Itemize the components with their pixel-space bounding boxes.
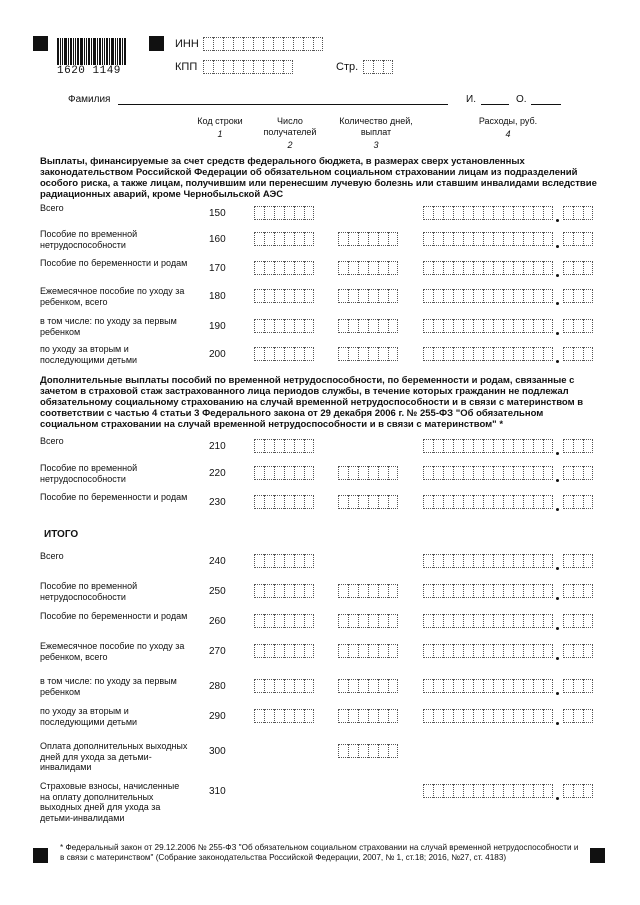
row-label: Всего [40, 203, 64, 213]
expenses-kopecks-field[interactable] [563, 495, 593, 509]
recipients-field[interactable] [254, 347, 314, 361]
decimal-point [556, 332, 559, 335]
decimal-point [556, 797, 559, 800]
row-code: 170 [209, 263, 226, 274]
expenses-rubles-field[interactable] [423, 495, 553, 509]
corner-marker-bottom-left [33, 848, 48, 863]
expenses-rubles-field[interactable] [423, 206, 553, 220]
decimal-point [556, 567, 559, 570]
expenses-kopecks-field[interactable] [563, 614, 593, 628]
initial-o-label: О. [516, 94, 527, 105]
row-label: Пособие по беременности и родам [40, 258, 188, 268]
recipients-field[interactable] [254, 584, 314, 598]
initial-i-label: И. [466, 94, 476, 105]
recipients-field[interactable] [254, 679, 314, 693]
recipients-field[interactable] [254, 206, 314, 220]
row-label: Пособие по беременности и родам [40, 492, 188, 502]
row-code: 270 [209, 646, 226, 657]
initial-i-field[interactable] [481, 104, 509, 105]
recipients-field[interactable] [254, 232, 314, 246]
inn-field[interactable] [203, 37, 323, 51]
decimal-point [556, 508, 559, 511]
row-code: 240 [209, 556, 226, 567]
row-code: 250 [209, 586, 226, 597]
recipients-field[interactable] [254, 495, 314, 509]
days-field[interactable] [338, 709, 398, 723]
page-number-field[interactable] [363, 60, 393, 74]
recipients-field[interactable] [254, 289, 314, 303]
expenses-kopecks-field[interactable] [563, 261, 593, 275]
expenses-rubles-field[interactable] [423, 289, 553, 303]
row-code: 260 [209, 616, 226, 627]
row-label: Ежемесячное пособие по уходу за ребенком, всего [40, 641, 185, 662]
barcode [57, 38, 140, 76]
corner-marker-bottom-right [590, 848, 605, 863]
expenses-rubles-field[interactable] [423, 584, 553, 598]
expenses-rubles-field[interactable] [423, 319, 553, 333]
days-field[interactable] [338, 347, 398, 361]
row-code: 230 [209, 497, 226, 508]
recipients-field[interactable] [254, 319, 314, 333]
row-label: Пособие по беременности и родам [40, 611, 188, 621]
decimal-point [556, 479, 559, 482]
recipients-field[interactable] [254, 466, 314, 480]
decimal-point [556, 302, 559, 305]
days-field[interactable] [338, 744, 398, 758]
section2-title: Дополнительные выплаты пособий по временной нетрудоспособности, по беременности и родам, связанные с зачетом в страховой стаж застрахованного лица периодов службы, в течение которых гражданин не подлежал обязательному социальному страхованию на случай временной нетрудоспособности и в связи с материнством в соответствии с частью 4 статьи 3 Федерального закона от 29 декабря 2006 г. № 255-ФЗ "Об обязательном социальном страховании на случай временной нетрудоспособности и в связи с материнством" * [40, 375, 584, 430]
expenses-rubles-field[interactable] [423, 644, 553, 658]
expenses-kopecks-field[interactable] [563, 439, 593, 453]
days-field[interactable] [338, 644, 398, 658]
expenses-kopecks-field[interactable] [563, 554, 593, 568]
decimal-point [556, 597, 559, 600]
expenses-rubles-field[interactable] [423, 466, 553, 480]
row-code: 310 [209, 786, 226, 797]
kpp-label: КПП [175, 61, 198, 73]
expenses-rubles-field[interactable] [423, 439, 553, 453]
days-field[interactable] [338, 679, 398, 693]
expenses-rubles-field[interactable] [423, 261, 553, 275]
row-code: 190 [209, 321, 226, 332]
recipients-field[interactable] [254, 644, 314, 658]
decimal-point [556, 627, 559, 630]
days-field[interactable] [338, 261, 398, 275]
days-field[interactable] [338, 495, 398, 509]
recipients-field[interactable] [254, 614, 314, 628]
expenses-rubles-field[interactable] [423, 679, 553, 693]
row-code: 210 [209, 441, 226, 452]
row-code: 300 [209, 746, 226, 757]
inn-label: ИНН [175, 38, 199, 50]
expenses-rubles-field[interactable] [423, 232, 553, 246]
row-label: Страховые взносы, начисленные на оплату дополнительных выходных дней для ухода за детьми-инвалидами [40, 781, 180, 823]
row-code: 160 [209, 234, 226, 245]
column-header-days: Количество дней, выплат 3 [339, 116, 413, 150]
surname-label: Фамилия [68, 94, 111, 105]
row-code: 200 [209, 349, 226, 360]
expenses-rubles-field[interactable] [423, 554, 553, 568]
decimal-point [556, 219, 559, 222]
row-label: по уходу за вторым и последующими детьми [40, 344, 138, 365]
expenses-rubles-field[interactable] [423, 784, 553, 798]
days-field[interactable] [338, 584, 398, 598]
section1-title: Выплаты, финансируемые за счет средств федерального бюджета, в размерах сверх установленных законодательством Российской Федерации об обязательном социальном страховании лицам из подразделений особого риска, а также лицам, получившим или перенесшим лучевую болезнь или ставшим инвалидами вследствие радиационных аварий, кроме Чернобыльской АЭС [40, 156, 597, 200]
initial-o-field[interactable] [531, 104, 561, 105]
expenses-kopecks-field[interactable] [563, 289, 593, 303]
decimal-point [556, 245, 559, 248]
expenses-kopecks-field[interactable] [563, 466, 593, 480]
row-code: 280 [209, 681, 226, 692]
surname-field[interactable] [118, 104, 448, 105]
days-field[interactable] [338, 614, 398, 628]
corner-marker-top-left [33, 36, 48, 51]
row-label: по уходу за вторым и последующими детьми [40, 706, 138, 727]
days-field[interactable] [338, 232, 398, 246]
expenses-kopecks-field[interactable] [563, 584, 593, 598]
expenses-kopecks-field[interactable] [563, 347, 593, 361]
expenses-kopecks-field[interactable] [563, 679, 593, 693]
column-header-expenses: Расходы, руб. 4 [478, 116, 538, 139]
days-field[interactable] [338, 289, 398, 303]
row-label: в том числе: по уходу за первым ребенком [40, 316, 177, 337]
row-label: Пособие по временной нетрудоспособности [40, 463, 138, 484]
expenses-kopecks-field[interactable] [563, 206, 593, 220]
row-code: 290 [209, 711, 226, 722]
row-code: 150 [209, 208, 226, 219]
page-label: Стр. [336, 61, 359, 73]
expenses-kopecks-field[interactable] [563, 709, 593, 723]
decimal-point [556, 692, 559, 695]
recipients-field[interactable] [254, 554, 314, 568]
expenses-kopecks-field[interactable] [563, 319, 593, 333]
barcode-number: 1620 1149 [57, 65, 121, 77]
days-field[interactable] [338, 466, 398, 480]
days-field[interactable] [338, 319, 398, 333]
column-header-recipients: Число получателей 2 [263, 116, 317, 150]
row-label: Всего [40, 551, 64, 561]
row-code: 180 [209, 291, 226, 302]
row-label: Оплата дополнительных выходных дней для ухода за детьми-инвалидами [40, 741, 188, 772]
row-label: в том числе: по уходу за первым ребенком [40, 676, 177, 697]
row-label: Всего [40, 436, 64, 446]
expenses-kopecks-field[interactable] [563, 644, 593, 658]
decimal-point [556, 452, 559, 455]
section3-title: ИТОГО [44, 529, 79, 540]
column-header-code: Код строки 1 [197, 116, 243, 139]
recipients-field[interactable] [254, 261, 314, 275]
decimal-point [556, 360, 559, 363]
row-label: Пособие по временной нетрудоспособности [40, 229, 138, 250]
expenses-rubles-field[interactable] [423, 347, 553, 361]
expenses-rubles-field[interactable] [423, 614, 553, 628]
row-label: Ежемесячное пособие по уходу за ребенком, всего [40, 286, 185, 307]
footnote: * Федеральный закон от 29.12.2006 № 255-ФЗ "Об обязательном социальном страховании на случай временной нетрудоспособности и в связи с материнством" (Собрание законодательства Российской Федерации, 2007, № 1, ст.18; 2016, №27, ст. 4183) [60, 843, 579, 862]
expenses-kopecks-field[interactable] [563, 232, 593, 246]
recipients-field[interactable] [254, 709, 314, 723]
kpp-field[interactable] [203, 60, 293, 74]
decimal-point [556, 274, 559, 277]
row-label: Пособие по временной нетрудоспособности [40, 581, 138, 602]
expenses-kopecks-field[interactable] [563, 784, 593, 798]
corner-marker-top-mid [149, 36, 164, 51]
decimal-point [556, 657, 559, 660]
expenses-rubles-field[interactable] [423, 709, 553, 723]
row-code: 220 [209, 468, 226, 479]
decimal-point [556, 722, 559, 725]
recipients-field[interactable] [254, 439, 314, 453]
